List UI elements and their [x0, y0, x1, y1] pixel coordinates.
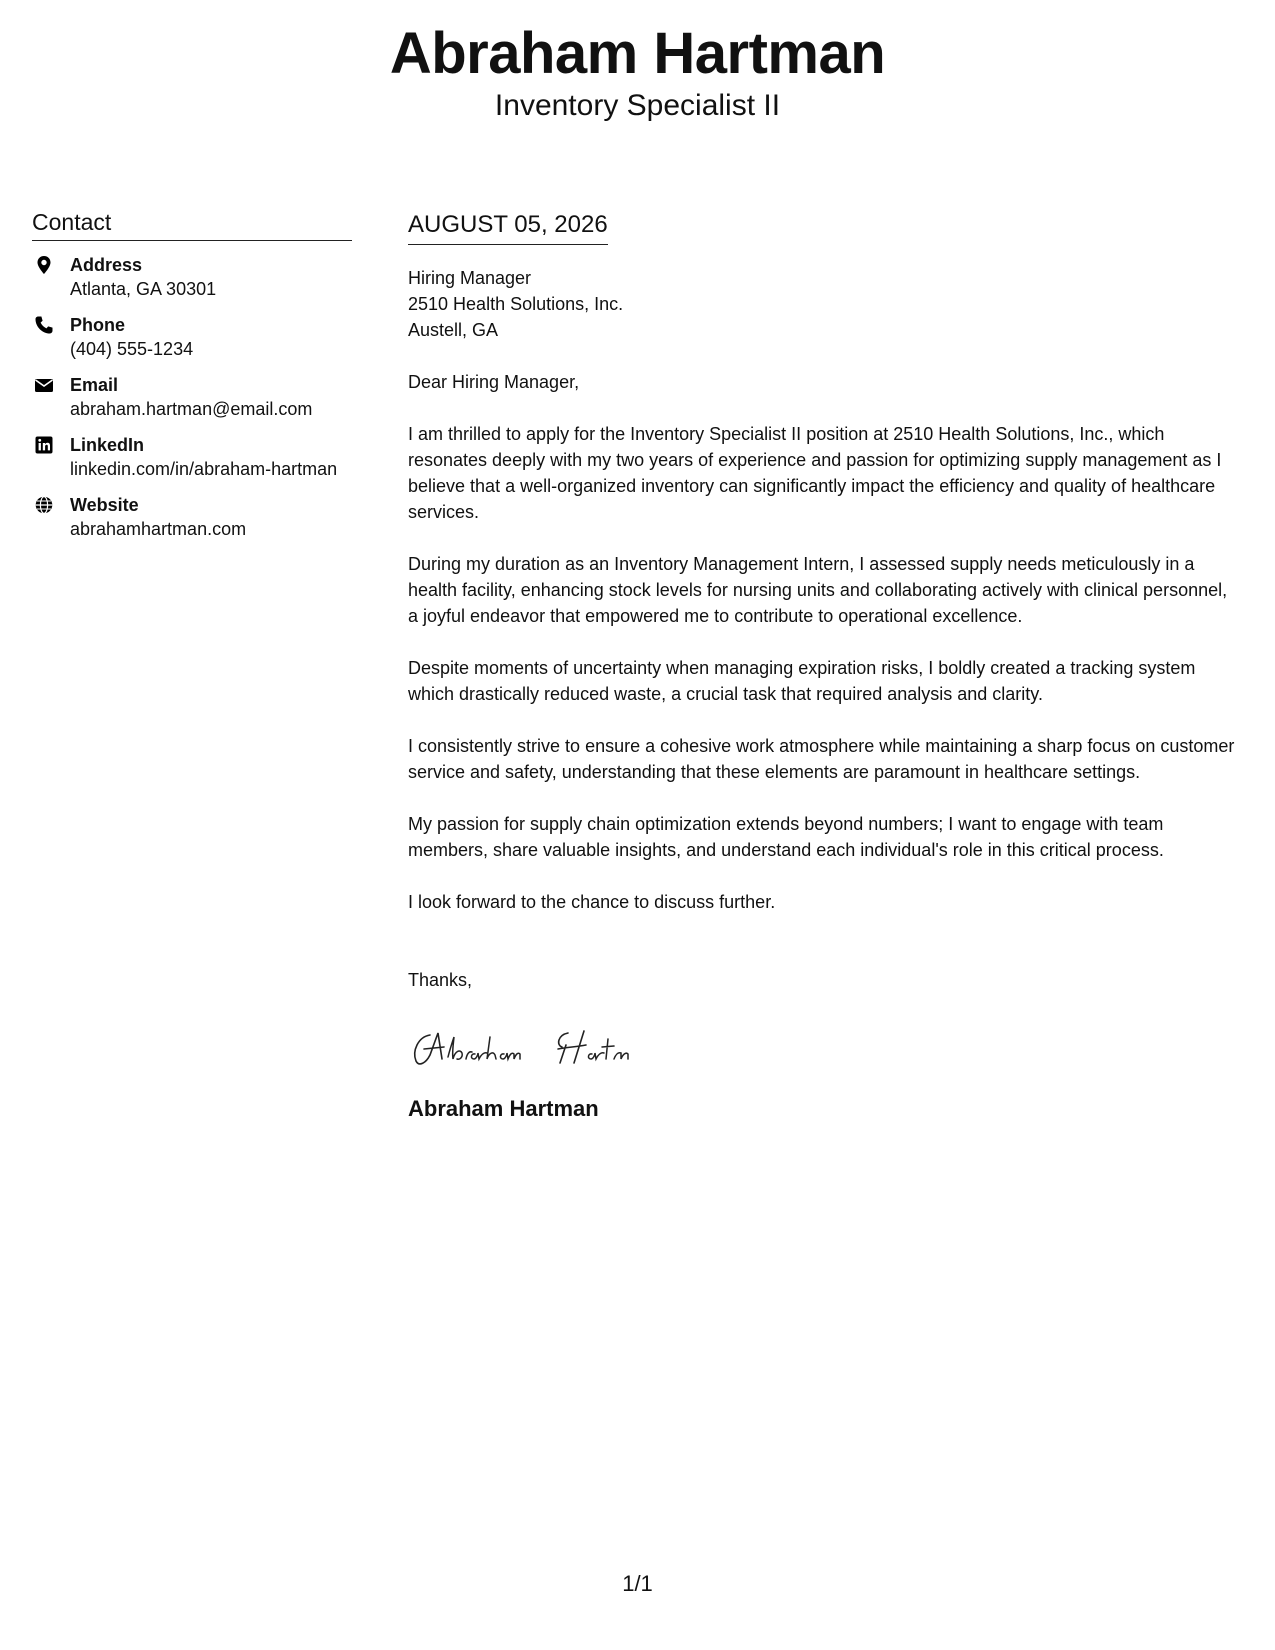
- contact-title: Contact: [32, 208, 352, 241]
- map-pin-icon: [32, 253, 70, 301]
- contact-label: Address: [70, 255, 143, 275]
- applicant-role: Inventory Specialist II: [494, 89, 781, 122]
- closing: Thanks,: [408, 970, 473, 990]
- contact-address: [32, 253, 352, 301]
- body-paragraph: I look forward to the chance to discuss further.: [408, 892, 776, 912]
- body-paragraph: I consistently strive to ensure a cohesive work atmosphere while maintaining a sharp focus on customer service and safety, understanding that these elements are paramount in healthcare settings.: [408, 736, 1235, 782]
- contact-value[interactable]: linkedin.com/in/abraham-hartman: [70, 459, 338, 479]
- letter-header: [0, 22, 1275, 124]
- contact-website: [32, 493, 352, 541]
- contact-linkedin: [32, 433, 352, 481]
- contact-label: Phone: [70, 315, 126, 335]
- signer-name: Abraham Hartman: [408, 1096, 599, 1121]
- letter-date: AUGUST 05, 2026: [408, 208, 608, 245]
- body-paragraph: My passion for supply chain optimization extends beyond numbers; I want to engage with team members, share valuable insights, and understand each individual's role in this critical process.: [408, 814, 1164, 860]
- contact-sidebar: [32, 208, 352, 541]
- envelope-icon: [32, 373, 70, 421]
- recipient-company: 2510 Health Solutions, Inc.: [408, 294, 624, 314]
- applicant-name: Abraham Hartman: [389, 21, 886, 86]
- phone-icon: [32, 313, 70, 361]
- contact-value: (404) 555-1234: [70, 339, 194, 359]
- handwritten-signature: [408, 1023, 1238, 1073]
- body-paragraph: Despite moments of uncertainty when managing expiration risks, I boldly created a tracking system which drastically reduced waste, a crucial task that required analysis and clarity.: [408, 658, 1196, 704]
- contact-value: abraham.hartman@email.com: [70, 399, 313, 419]
- salutation: Dear Hiring Manager,: [408, 372, 580, 392]
- recipient-block: [408, 265, 1238, 343]
- contact-label: Email: [70, 375, 119, 395]
- contact-email: [32, 373, 352, 421]
- body-paragraph: During my duration as an Inventory Management Intern, I assessed supply needs meticulously in a health facility, enhancing stock levels for nursing units and collaborating actively with clinical personnel, a joyful endeavor that empowered me to contribute to operational excellence.: [408, 554, 1228, 626]
- globe-icon: [32, 493, 70, 541]
- contact-label: Website: [70, 495, 139, 515]
- page-number: 1/1: [622, 1571, 653, 1596]
- contact-phone: [32, 313, 352, 361]
- body-paragraph: I am thrilled to apply for the Inventory Specialist II position at 2510 Health Solutions, Inc., which resonates deeply with my two years of experience and passion for optimizing supply management as I believe that a well-organized inventory can significantly impact the efficiency and quality of healthcare services.: [408, 424, 1222, 522]
- contact-value: Atlanta, GA 30301: [70, 279, 217, 299]
- recipient-title: Hiring Manager: [408, 268, 532, 288]
- recipient-location: Austell, GA: [408, 320, 499, 340]
- letter-body: [408, 208, 1238, 1123]
- contact-value[interactable]: abrahamhartman.com: [70, 519, 247, 539]
- contact-label: LinkedIn: [70, 435, 145, 455]
- linkedin-icon: [32, 433, 70, 481]
